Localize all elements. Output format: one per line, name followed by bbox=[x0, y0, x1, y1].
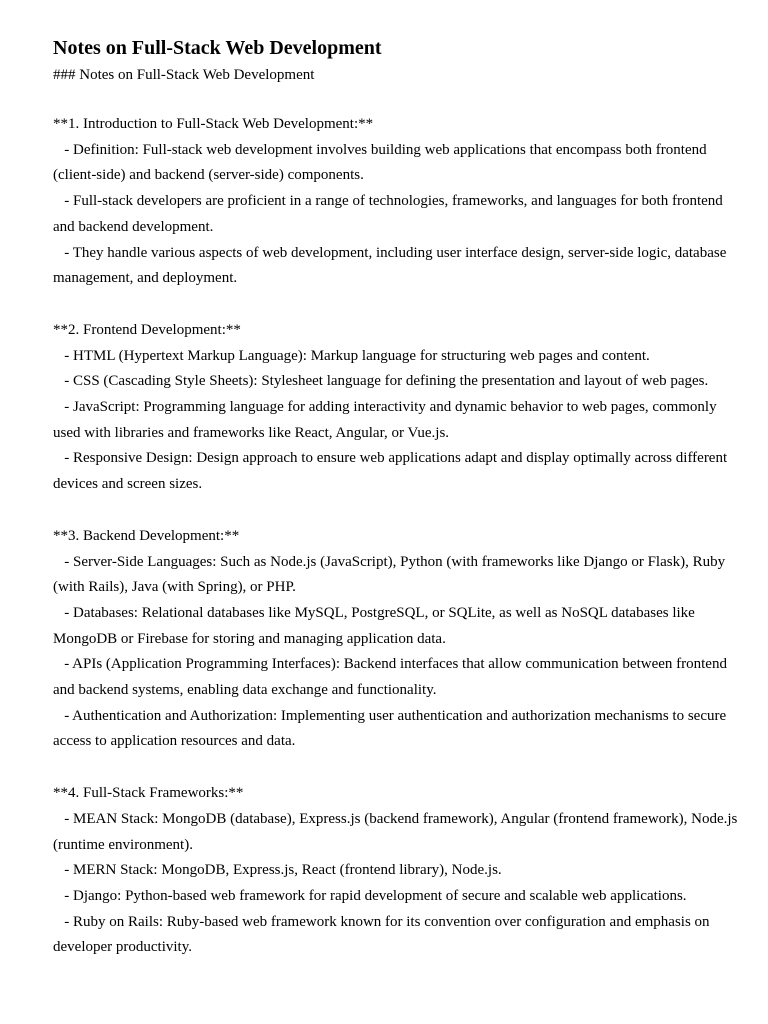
bullet-item: - JavaScript: Programming language for adding interactivity and dynamic behavior to web pages, commonly used with libraries and frameworks like React, Angular, or Vue.js. bbox=[53, 399, 721, 441]
document-title: Notes on Full-Stack Web Development bbox=[53, 37, 382, 59]
bullet-item: - Django: Python-based web framework for rapid development of secure and scalable web applications. bbox=[53, 887, 687, 904]
bullet-item: - Databases: Relational databases like MySQL, PostgreSQL, or SQLite, as well as NoSQL databases like MongoDB or Firebase for storing and managing application data. bbox=[53, 604, 699, 647]
section-backend bbox=[53, 524, 743, 755]
bullet-item: - They handle various aspects of web development, including user interface design, server-side logic, database management, and deployment. bbox=[53, 244, 731, 287]
section-heading: **4. Full-Stack Frameworks:** bbox=[53, 785, 244, 802]
bullet-item: - HTML (Hypertext Markup Language): Markup language for structuring web pages and content. bbox=[53, 347, 650, 364]
bullet-item: - Authentication and Authorization: Implementing user authentication and authorization mechanisms to secure access to application resources and data. bbox=[53, 707, 730, 750]
section-heading: **1. Introduction to Full-Stack Web Development:** bbox=[53, 116, 374, 132]
document-page bbox=[53, 36, 743, 961]
section-introduction bbox=[53, 112, 743, 292]
section-heading: **3. Backend Development:** bbox=[53, 527, 240, 544]
section-heading: **2. Frontend Development:** bbox=[53, 321, 241, 338]
bullet-item: - Server-Side Languages: Such as Node.js (JavaScript), Python (with frameworks like Django or Flask), Ruby (with Rails), Java (with Spring), or PHP. bbox=[53, 553, 729, 596]
bullet-item: - Definition: Full-stack web development involves building web applications that encompass both frontend (client-side) and backend (server-side) components. bbox=[53, 141, 711, 184]
section-frameworks bbox=[53, 781, 743, 961]
bullet-item: - APIs (Application Programming Interfaces): Backend interfaces that allow communication between frontend and backend systems, enabling data exchange and functionality. bbox=[53, 656, 731, 699]
bullet-item: - Responsive Design: Design approach to ensure web applications adapt and display optimally across different devices and screen sizes. bbox=[53, 450, 731, 493]
bullet-item: - Ruby on Rails: Ruby-based web framework known for its convention over configuration and emphasis on developer productivity. bbox=[53, 913, 714, 956]
markdown-subheading: ### Notes on Full-Stack Web Development bbox=[53, 67, 315, 83]
section-frontend bbox=[53, 318, 743, 498]
bullet-item: - CSS (Cascading Style Sheets): Stylesheet language for defining the presentation and layout of web pages. bbox=[53, 373, 709, 390]
bullet-item: - MERN Stack: MongoDB, Express.js, React (frontend library), Node.js. bbox=[53, 862, 502, 879]
bullet-item: - MEAN Stack: MongoDB (database), Express.js (backend framework), Angular (frontend framework), Node.js (runtime environment). bbox=[53, 810, 742, 853]
bullet-item: - Full-stack developers are proficient in a range of technologies, frameworks, and languages for both frontend and backend development. bbox=[53, 193, 727, 235]
